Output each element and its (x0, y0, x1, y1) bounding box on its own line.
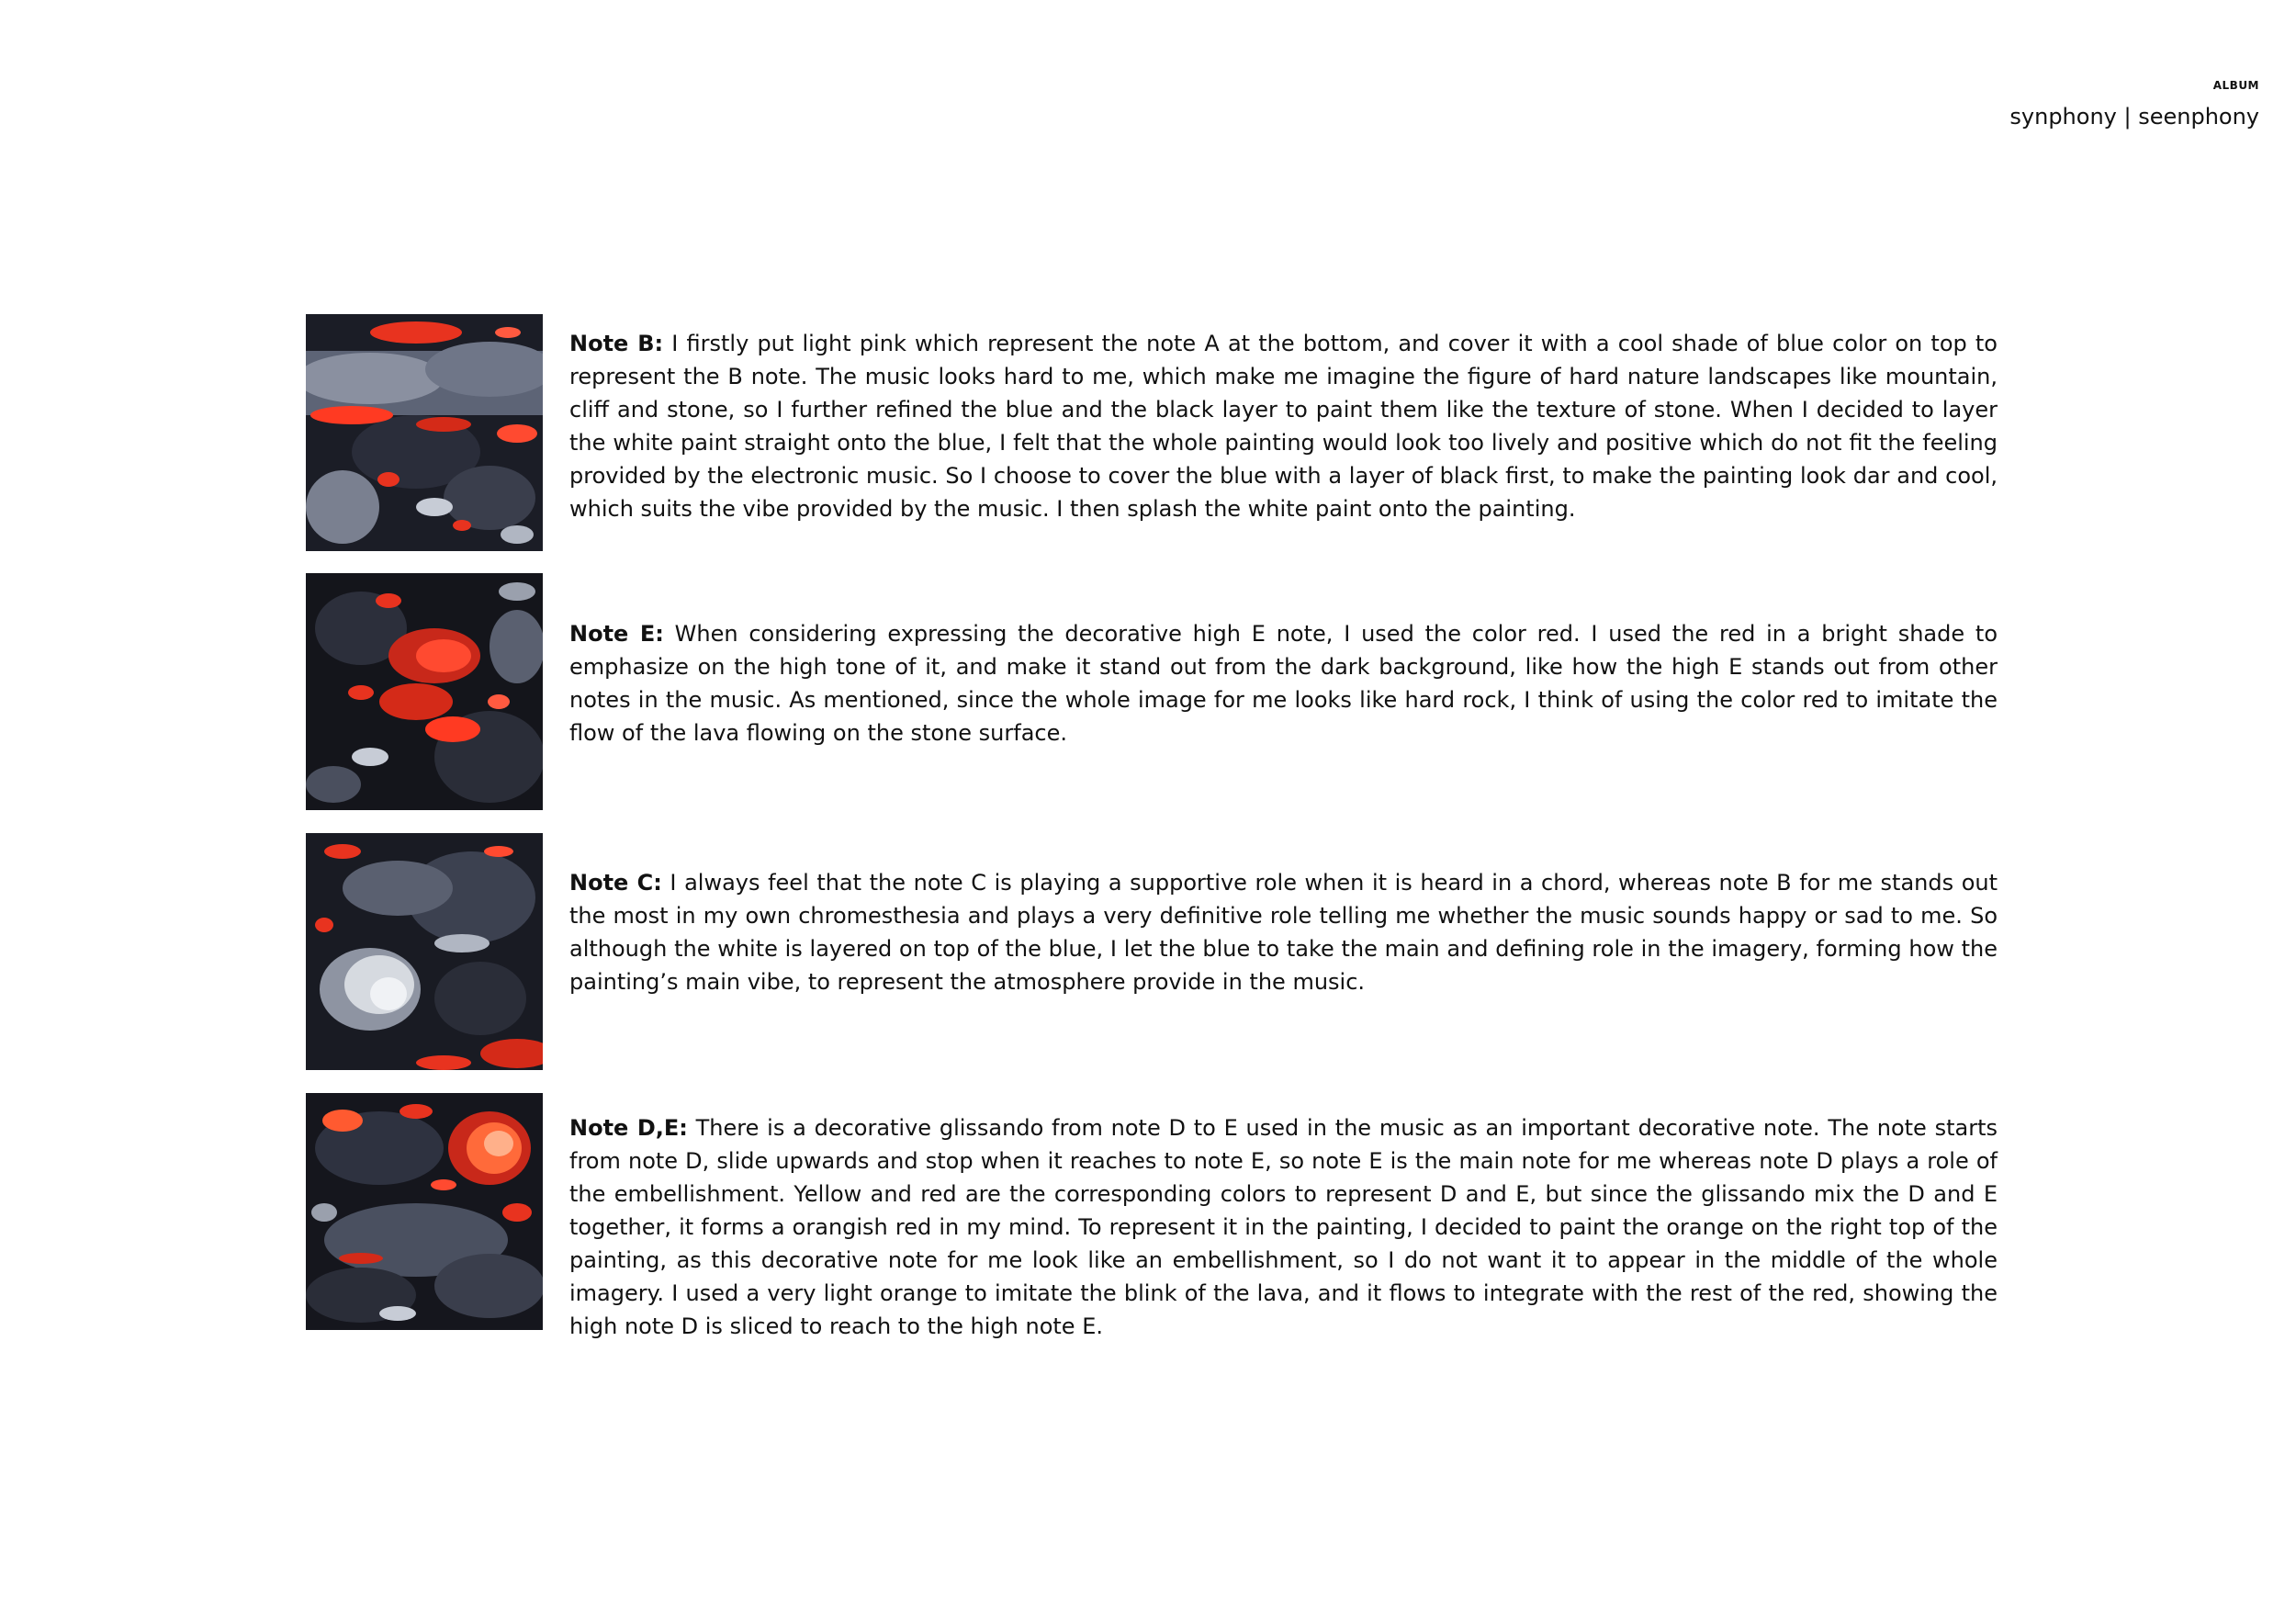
page-header (2009, 79, 2259, 132)
note-label-de: Note D,E: (569, 1115, 688, 1141)
note-body-de: There is a decorative glissando from note D to E used in the music as an important decorative note. The note starts from note D, slide upwards and stop when it reaches to note E, so note E is the main note for me whereas note D plays a role of the embellishment. Yellow and red are the corresponding colors to represent D and E, but since the glissando mix the D and E together, it forms a orangish red in my mind. To represent it in the painting, I decided to paint the orange on the right top of the painting, as this decorative note for me look like an embellishment, so I do not want it to appear in the middle of the whole imagery. I used a very light orange to imitate the blink of the lava, and it flows to integrate with the rest of the red, showing the high note D is sliced to reach to the high note E. (569, 1115, 1998, 1339)
note-body-b: I firstly put light pink which represent the note A at the bottom, and cover it with a cool shade of blue color on top to represent the B note. The music looks hard to me, which make me imagine the figure of hard nature landscapes like mountain, cliff and stone, so I further refined the blue and the black layer to paint them like the texture of stone. When I decided to layer the white paint straight onto the blue, I felt that the whole painting would look too lively and positive which do not fit the feeling provided by the electronic music. So I choose to cover the blue with a layer of black first, to make the painting look dar and cool, which suits the vibe provided by the music. I then splash the white paint onto the painting. (569, 331, 1998, 522)
artwork-thumbnail-note-de (306, 1093, 543, 1330)
artwork-thumbnail-note-b (306, 314, 543, 551)
note-label-b: Note B: (569, 331, 664, 356)
note-entry-b (306, 314, 2005, 551)
note-description-c (569, 866, 1998, 998)
note-description-b (569, 327, 1998, 525)
artwork-thumbnail-note-c (306, 833, 543, 1070)
album-eyebrow: ALBUM (2212, 79, 2259, 92)
note-label-e: Note E: (569, 621, 664, 647)
note-description-e (569, 617, 1998, 750)
artwork-thumbnail-note-e (306, 573, 543, 810)
note-entry-c (306, 833, 2005, 1070)
note-label-c: Note C: (569, 870, 662, 896)
note-description-de (569, 1111, 1998, 1343)
note-entry-e (306, 573, 2005, 810)
note-body-e: When considering expressing the decorative high E note, I used the color red. I used the red in a bright shade to emphasize on the high tone of it, and make it stand out from the dark background, like how the high E stands out from other notes in the music. As mentioned, since the whole image for me looks like hard rock, I think of using the color red to imitate the flow of the lava flowing on the stone surface. (569, 621, 1998, 746)
note-entry-de (306, 1093, 2005, 1339)
note-body-c: I always feel that the note C is playing a supportive role when it is heard in a chord, whereas note B for me stands out the most in my own chromesthesia and plays a very definitive role telling me whether the music sounds happy or sad to me. So although the white is layered on top of the blue, I let the blue to take the main and defining role in the imagery, forming how the painting’s main vibe, to represent the atmosphere provide in the music. (569, 870, 1998, 995)
album-title: synphony | seenphony (2009, 104, 2259, 130)
